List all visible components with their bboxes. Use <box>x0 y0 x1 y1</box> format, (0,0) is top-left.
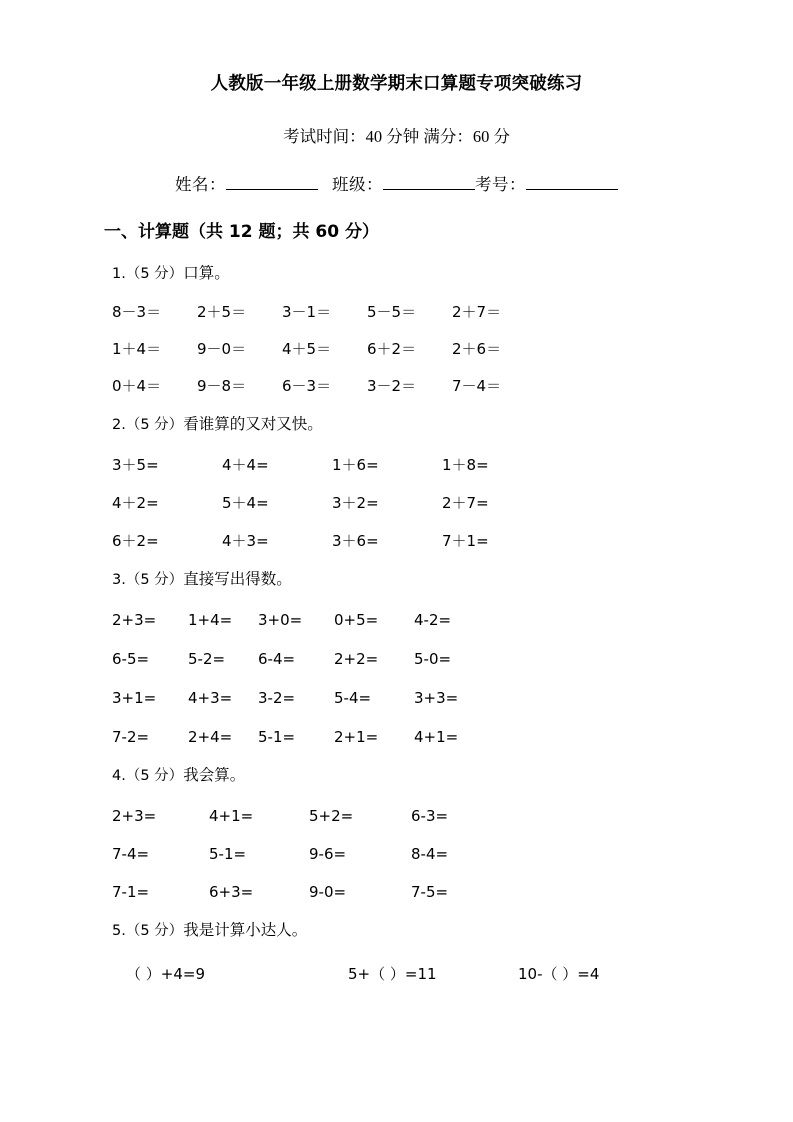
question-block <box>112 571 681 746</box>
expression[interactable]: 6+3= <box>209 883 254 901</box>
expression[interactable]: 4＋4= <box>222 455 269 474</box>
expression[interactable]: 5-2= <box>188 650 226 669</box>
expression[interactable]: 3-2= <box>258 689 296 708</box>
expression[interactable]: 5-4= <box>334 689 372 708</box>
expression[interactable]: 6-5= <box>112 650 150 669</box>
expression[interactable]: 4＋3= <box>222 531 269 550</box>
expression[interactable]: 7-1= <box>112 883 150 901</box>
expression[interactable]: 4+1= <box>209 807 254 825</box>
expression[interactable]: 3+1= <box>112 689 157 708</box>
page-title: 人教版一年级上册数学期末口算题专项突破练习 <box>210 74 583 94</box>
expression[interactable]: 7-2= <box>112 728 150 747</box>
name-label: 姓名： <box>175 174 226 194</box>
question-number: 3. <box>112 571 126 588</box>
expression[interactable]: 2+3= <box>112 807 157 825</box>
question-number: 4. <box>112 768 126 785</box>
question-text: 我是计算小达人。 <box>183 922 308 939</box>
expression-row <box>112 342 681 357</box>
expression[interactable]: 7-4= <box>112 845 150 863</box>
expression-rows <box>112 455 681 550</box>
fill-blank-expression[interactable]: 10-（ ）=4 <box>518 964 600 983</box>
expression[interactable]: 8-4= <box>411 845 449 863</box>
expression[interactable]: 3＋2= <box>332 493 379 512</box>
expression[interactable]: 2＋5＝ <box>197 303 247 322</box>
expression-row <box>112 305 681 320</box>
expression[interactable]: 5＋4= <box>222 493 269 512</box>
expression-row <box>112 730 681 745</box>
question-prompt <box>112 922 681 941</box>
expression[interactable]: 2＋7＝ <box>452 303 502 322</box>
expression[interactable]: 1＋6= <box>332 455 379 474</box>
expression-row <box>112 691 681 706</box>
question-text: 我会算。 <box>183 767 246 785</box>
expression[interactable]: 4＋2= <box>112 493 159 512</box>
expression-row <box>112 379 681 394</box>
expression-row <box>112 847 681 862</box>
question-points: （5 分） <box>125 571 184 588</box>
question-points: （5 分） <box>125 923 184 939</box>
expression[interactable]: 3＋6= <box>332 531 379 550</box>
expression[interactable]: 2＋7= <box>442 493 489 512</box>
expression-rows <box>112 305 681 394</box>
question-block <box>112 265 681 395</box>
expression[interactable]: 6-3= <box>411 807 449 825</box>
question-text: 直接写出得数。 <box>183 570 292 588</box>
expression[interactable]: 5-0= <box>414 650 452 669</box>
expression[interactable]: 0＋4＝ <box>112 377 162 396</box>
question-prompt <box>112 571 681 590</box>
expression[interactable]: 9-6= <box>309 845 347 863</box>
class-input-blank[interactable] <box>383 175 475 190</box>
question-number: 2. <box>112 417 126 434</box>
expression[interactable]: 9－8＝ <box>197 377 247 396</box>
question-prompt <box>112 767 681 786</box>
expression-row <box>112 809 681 824</box>
expression[interactable]: 4+3= <box>188 689 233 708</box>
expression[interactable]: 6-4= <box>258 650 296 669</box>
expression[interactable]: 3+0= <box>258 611 303 630</box>
expression[interactable]: 8－3＝ <box>112 303 162 322</box>
question-number: 5. <box>112 923 126 939</box>
expression[interactable]: 6－3＝ <box>282 377 332 396</box>
expression-row <box>112 531 681 550</box>
expression[interactable]: 2+3= <box>112 611 157 630</box>
expression[interactable]: 3+3= <box>414 689 459 708</box>
expression-rows <box>112 613 681 745</box>
expression[interactable]: 2+4= <box>188 728 233 747</box>
expression[interactable]: 5-1= <box>258 728 296 747</box>
expression-row <box>112 885 681 900</box>
expression[interactable]: 4＋5＝ <box>282 340 332 359</box>
class-label: 班级： <box>332 174 383 194</box>
expression[interactable]: 6＋2= <box>112 531 159 550</box>
question-prompt <box>112 265 681 284</box>
expression-row <box>112 652 681 667</box>
expression[interactable]: 3－1＝ <box>282 303 332 322</box>
fill-blank-expression[interactable]: 5+（ ）=11 <box>348 964 437 983</box>
question-points: （5 分） <box>125 417 184 434</box>
expression[interactable]: 9－0＝ <box>197 340 247 359</box>
question-block <box>112 922 681 982</box>
expression[interactable]: 4+1= <box>414 728 459 747</box>
question-text: 看谁算的又对又快。 <box>183 416 323 434</box>
expression[interactable]: 5－5＝ <box>367 303 417 322</box>
question-points: （5 分） <box>125 768 184 785</box>
expression[interactable]: 1＋4＝ <box>112 340 162 359</box>
student-identity-line <box>112 147 681 195</box>
expression[interactable]: 1+4= <box>188 611 233 630</box>
expression[interactable]: 2+2= <box>334 650 379 669</box>
expression[interactable]: 7－4＝ <box>452 377 502 396</box>
expression[interactable]: 6＋2＝ <box>367 340 417 359</box>
expression[interactable]: 2+1= <box>334 728 379 747</box>
question-block <box>112 767 681 900</box>
question-points: （5 分） <box>125 265 184 282</box>
section-heading: 一、计算题（共 12 题；共 60 分） <box>104 222 379 243</box>
fill-blank-expression[interactable]: （ ）+4=9 <box>126 964 205 983</box>
expression-row <box>112 455 681 474</box>
exam-meta: 考试时间：40 分钟 满分：60 分 <box>283 127 510 146</box>
question-text: 口算。 <box>183 264 230 282</box>
question-number: 1. <box>112 265 126 282</box>
fill-blank-row <box>112 964 681 983</box>
question-prompt <box>112 416 681 435</box>
expression[interactable]: 9-0= <box>309 883 347 901</box>
expression[interactable]: 5+2= <box>309 807 354 825</box>
expression[interactable]: 5-1= <box>209 845 247 863</box>
expression-row <box>112 613 681 628</box>
expression[interactable]: 3－2＝ <box>367 377 417 396</box>
expression-rows <box>112 809 681 900</box>
exam-no-input-blank[interactable] <box>526 175 618 190</box>
exam-no-label: 考号： <box>475 174 526 194</box>
expression[interactable]: 3＋5= <box>112 455 159 474</box>
question-block <box>112 416 681 549</box>
expression[interactable]: 4-2= <box>414 611 452 630</box>
expression[interactable]: 0+5= <box>334 611 379 630</box>
expression-row <box>112 493 681 512</box>
expression[interactable]: 7＋1= <box>442 531 489 550</box>
expression[interactable]: 7-5= <box>411 883 449 901</box>
expression[interactable]: 2＋6＝ <box>452 340 502 359</box>
name-input-blank[interactable] <box>226 175 318 190</box>
expression[interactable]: 1＋8= <box>442 455 489 474</box>
